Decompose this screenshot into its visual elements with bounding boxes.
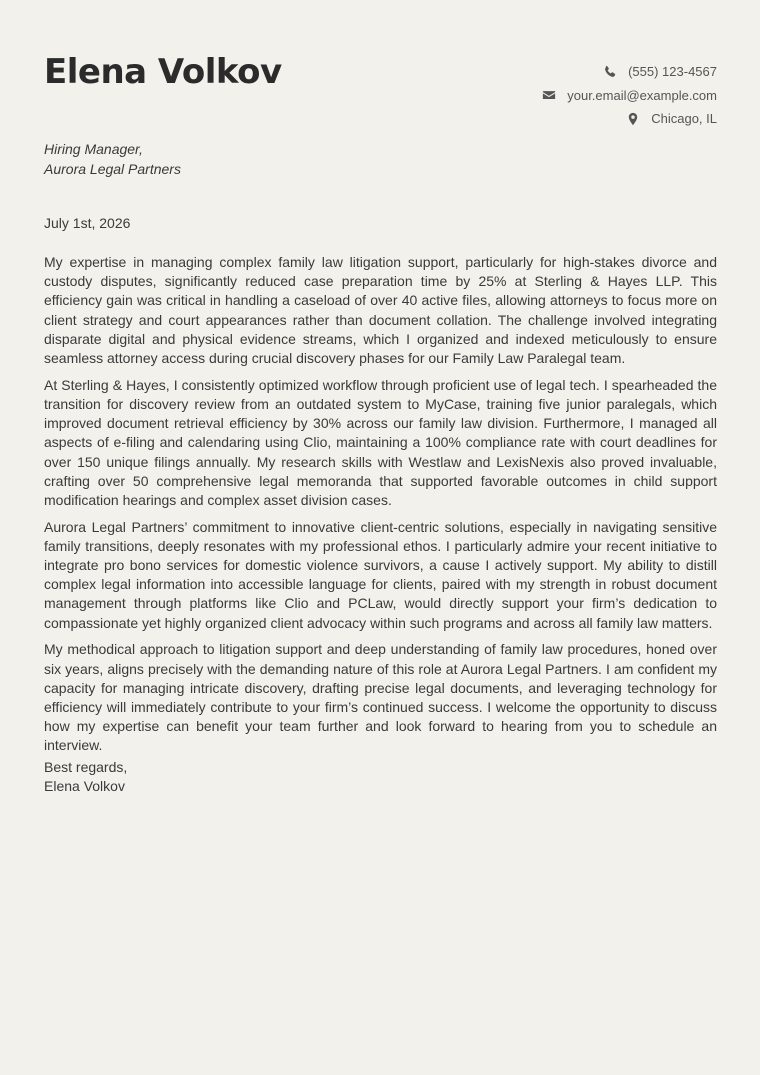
body-paragraph: At Sterling & Hayes, I consistently optimized workflow through proficient use of legal tech. I spearheaded the transition for discovery review from an outdated system to MyCase, training five junior paralegals, which improved document retrieval efficiency by 30% across our family law division. Furthermore, I managed all aspects of e-filing and calendaring using Clio, maintaining a 100% compliance rate with court deadlines for over 150 unique filings annually. My research skills with Westlaw and LexisNexis also proved invaluable, crafting over 50 comprehensive legal memoranda that supported favorable outcomes in child support modification hearings and complex asset division cases.	[44, 376, 717, 508]
body-paragraph: My methodical approach to litigation support and deep understanding of family law procedures, honed over six years, aligns precisely with the demanding nature of this role at Aurora Legal Partners. I am confident my capacity for managing intricate discovery, drafting precise legal documents, and leveraging technology for efficiency will immediately contribute to your firm’s continued success. I welcome the opportunity to discuss how my expertise can benefit your team further and look forward to hearing from you to schedule an interview.	[44, 641, 717, 754]
location-text: Chicago, IL	[651, 111, 717, 127]
closing-block	[44, 758, 127, 796]
recipient-company: Aurora Legal Partners	[44, 160, 181, 177]
letter-date: July 1st, 2026	[44, 215, 131, 231]
contact-info	[417, 60, 717, 131]
recipient-title: Hiring Manager,	[44, 141, 143, 157]
closing-salutation: Best regards,	[44, 759, 128, 775]
applicant-name: Elena Volkov	[44, 52, 282, 92]
contact-email	[417, 84, 717, 108]
body-paragraph: My expertise in managing complex family law litigation support, particularly for high-stakes divorce and custody disputes, significantly reduced case preparation time by 25% at Sterling & Hayes LLP. This efficiency gain was critical in handling a caseload of over 40 active files, allowing attorneys to focus more on client strategy and court appearances rather than document collation. The challenge involved integrating disparate digital and physical evidence streams, which I organized and indexed meticulously to ensure seamless attorney access during crucial discovery phases for our Family Law Paralegal team.	[44, 254, 717, 367]
letter-body	[44, 253, 717, 763]
envelope-icon	[542, 88, 556, 102]
email-text: your.email@example.com	[567, 87, 717, 103]
cover-letter-page	[44, 0, 717, 1075]
closing-signature: Elena Volkov	[44, 778, 125, 794]
body-paragraph: Aurora Legal Partners’ commitment to innovative client-centric solutions, especially in navigating sensitive family transitions, deeply resonates with my professional ethos. I particularly admire your recent initiative to integrate pro bono services for domestic violence survivors, a cause I actively support. My ability to distill complex legal information into accessible language for clients, paired with my strength in robust document management through platforms like Clio and PCLaw, would directly support your firm’s dedication to compassionate yet highly organized client advocacy within such programs and across all family law matters.	[44, 518, 717, 631]
contact-location	[417, 107, 717, 131]
phone-icon	[603, 65, 617, 79]
map-pin-icon	[626, 112, 640, 126]
contact-phone	[417, 60, 717, 84]
recipient-block	[44, 140, 181, 179]
phone-text: (555) 123-4567	[628, 64, 717, 80]
